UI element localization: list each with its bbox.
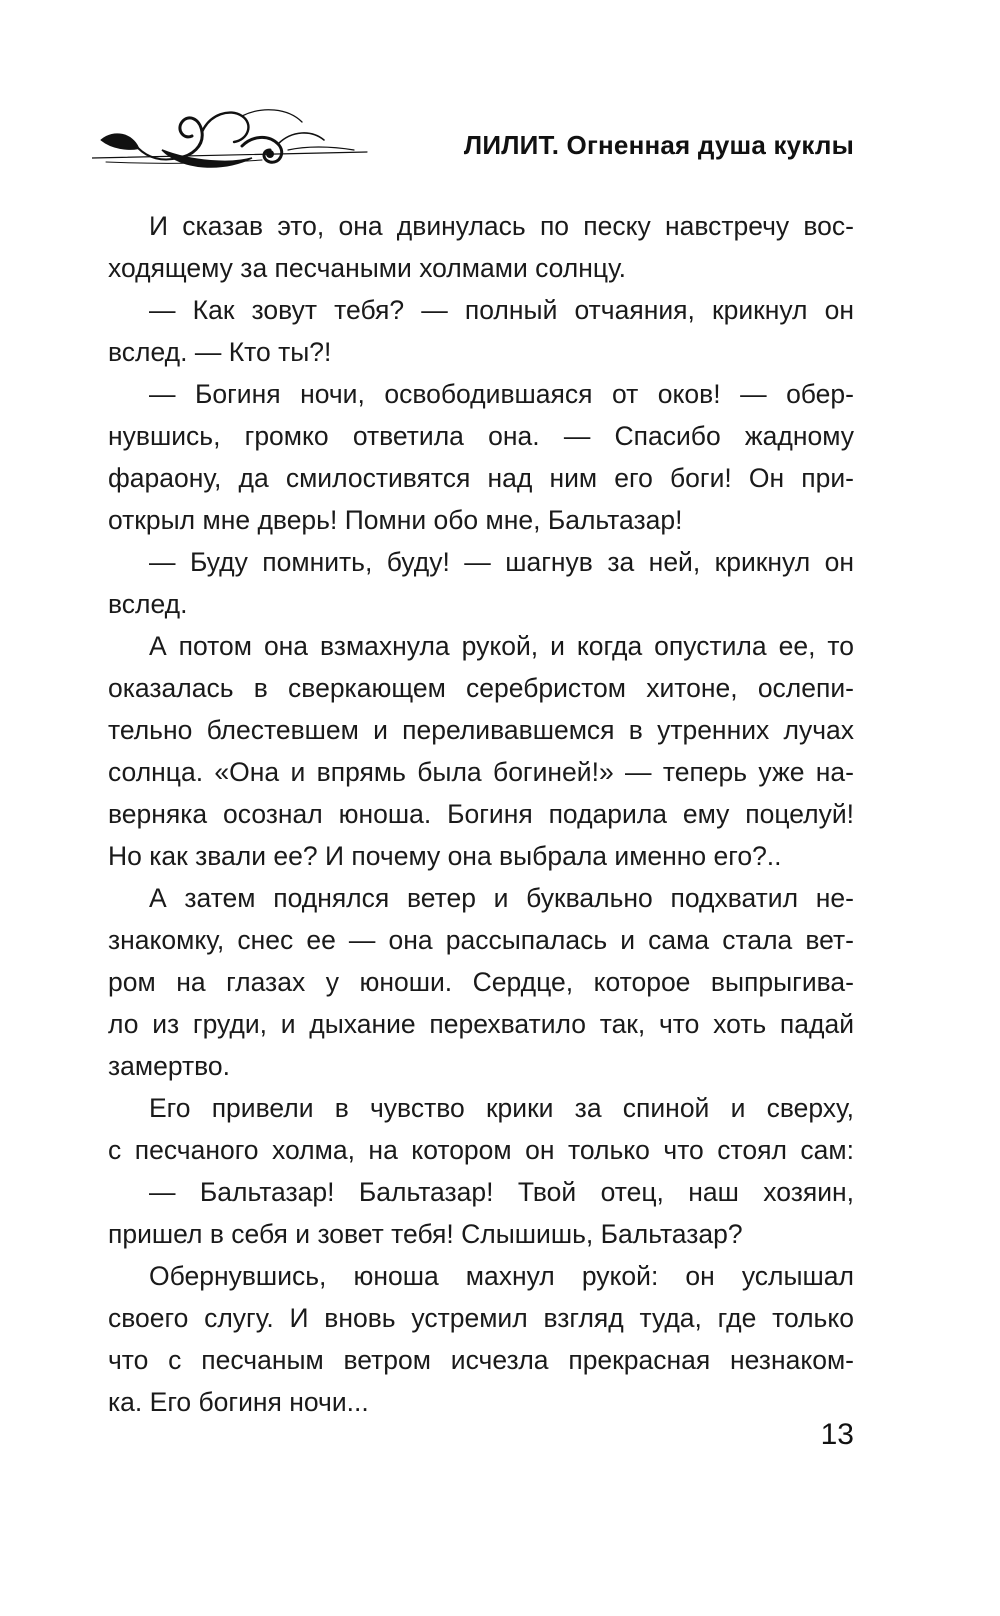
text-line: солнца. «Она и впрямь была богиней!» — теперь уже на-	[108, 757, 854, 787]
text-line: открыл мне дверь! Помни обо мне, Бальтазар!	[108, 505, 683, 535]
text-line: вслед. — Кто ты?!	[108, 337, 332, 367]
text-line: И сказав это, она двинулась по песку навстречу вос-	[149, 211, 854, 241]
text-line: — Бальтазар! Бальтазар! Твой отец, наш хозяин,	[149, 1177, 854, 1207]
text-line: фараону, да смилостивятся над ним его боги! Он при-	[108, 463, 854, 493]
running-title: ЛИЛИТ. Огненная душа куклы	[463, 130, 854, 160]
text-line: нувшись, громко ответила она. — Спасибо жадному	[108, 421, 854, 451]
text-line: что с песчаным ветром исчезла прекрасная незнаком-	[108, 1345, 854, 1375]
text-line: верняка осознал юноша. Богиня подарила ему поцелуй!	[108, 799, 854, 829]
text-line: ло из груди, и дыхание перехватило так, что хоть падай	[108, 1009, 854, 1039]
text-line: — Богиня ночи, освободившаяся от оков! — обер-	[149, 379, 854, 409]
text-line: А затем поднялся ветер и буквально подхватил не-	[149, 883, 854, 913]
text-line: замертво.	[108, 1051, 231, 1081]
body-text	[108, 205, 854, 1423]
text-line: с песчаного холма, на котором он только что стоял сам:	[108, 1135, 854, 1165]
text-line: тельно блестевшем и переливавшемся в утренних лучах	[108, 715, 854, 745]
text-line: оказалась в сверкающем серебристом хитоне, ослепи-	[108, 673, 854, 703]
text-line: своего слугу. И вновь устремил взгляд туда, где только	[108, 1303, 854, 1333]
text-line: Его привели в чувство крики за спиной и сверху,	[149, 1093, 854, 1123]
text-line: — Буду помнить, буду! — шагнув за ней, крикнул он	[149, 547, 854, 577]
text-line: ходящему за песчаными холмами солнцу.	[108, 253, 627, 283]
text-line: Но как звали ее? И почему она выбрала именно его?..	[108, 841, 782, 871]
text-line: Обернувшись, юноша махнул рукой: он услышал	[149, 1261, 854, 1291]
flourish-ornament-icon	[92, 100, 372, 175]
text-line: вслед.	[108, 589, 188, 619]
text-line: А потом она взмахнула рукой, и когда опустила ее, то	[149, 631, 854, 661]
page-header	[0, 90, 1000, 180]
text-line: знакомку, снес ее — она рассыпалась и сама стала вет-	[108, 925, 854, 955]
text-line: пришел в себя и зовет тебя! Слышишь, Бальтазар?	[108, 1219, 743, 1249]
text-line: — Как зовут тебя? — полный отчаяния, крикнул он	[149, 295, 854, 325]
page-number: 13	[820, 1418, 854, 1451]
text-line: ром на глазах у юноши. Сердце, которое выпрыгива-	[108, 967, 854, 997]
text-line: ка. Его богиня ночи...	[108, 1387, 369, 1417]
